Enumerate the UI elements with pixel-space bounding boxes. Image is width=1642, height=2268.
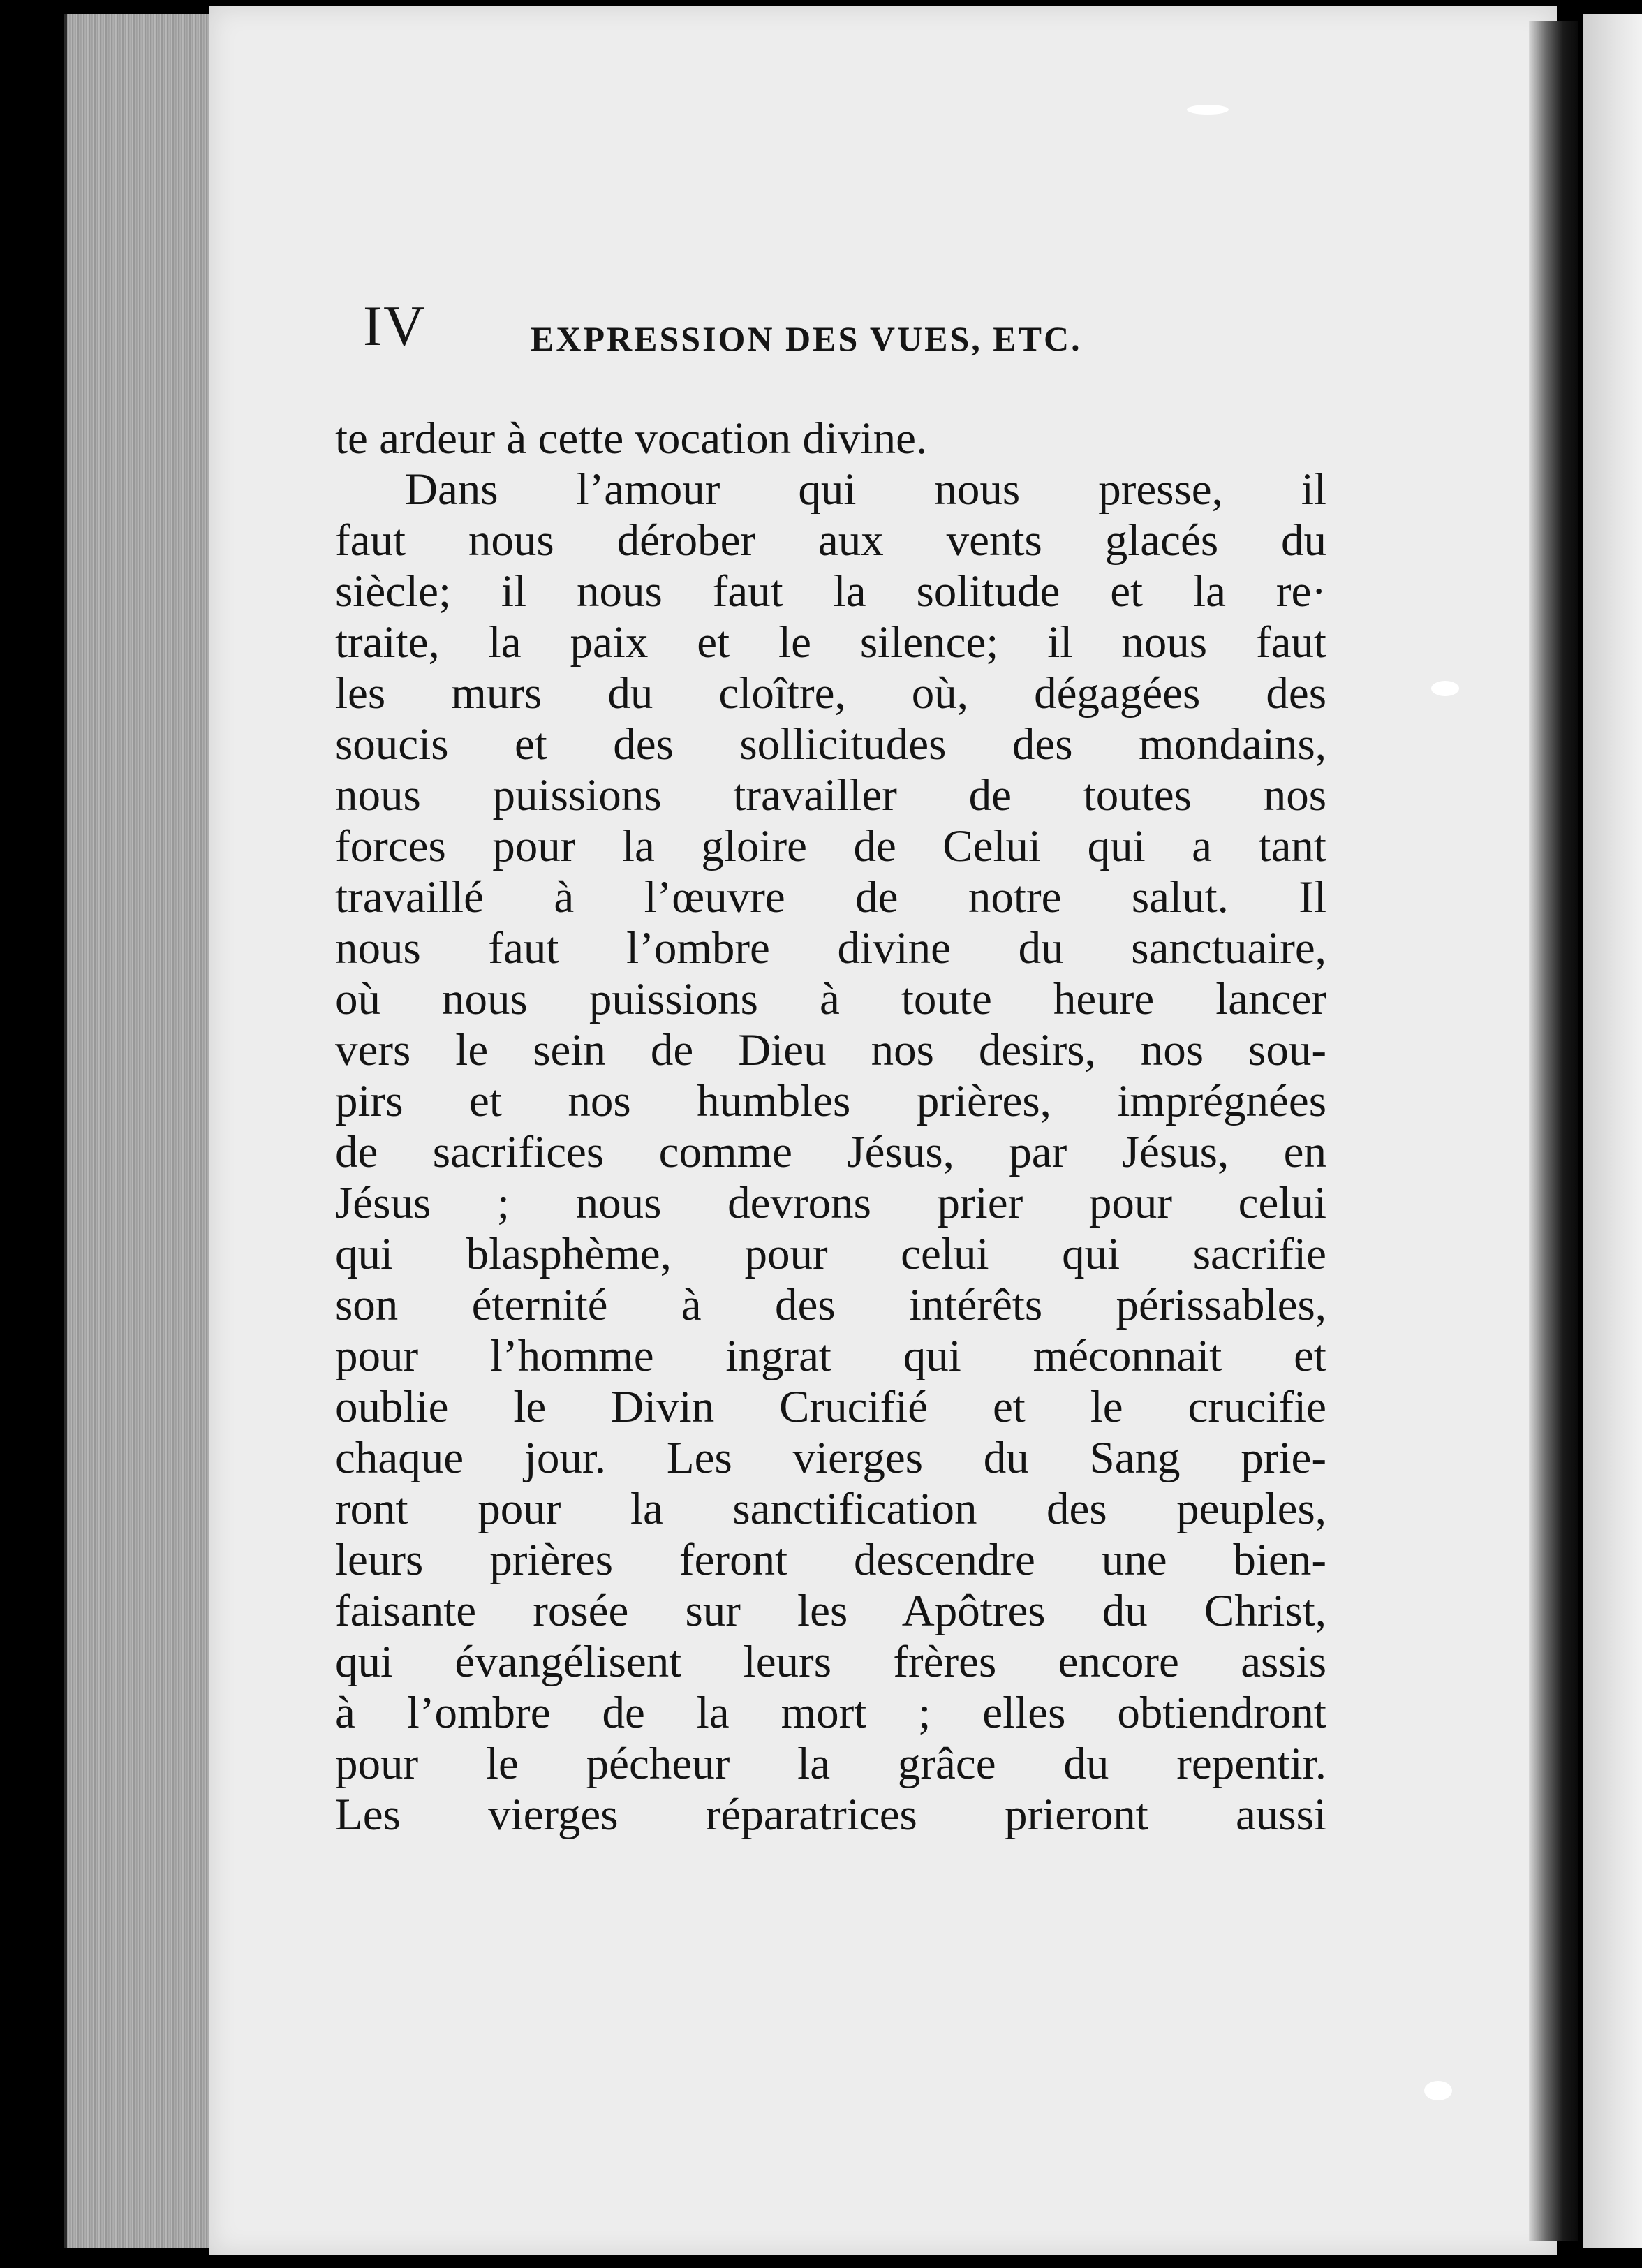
text-line: son éternité à des intérêts périssables, (335, 1280, 1326, 1330)
text-line: qui blasphème, pour celui qui sacrifie (335, 1229, 1326, 1279)
text-line: Dans l’amour qui nous presse, il (405, 464, 1326, 515)
text-line: siècle; il nous faut la solitude et la re· (335, 566, 1326, 617)
text-line: faut nous dérober aux vents glacés du (335, 515, 1326, 566)
book-gutter-shadow (1529, 21, 1578, 2241)
text-line: travaillé à l’œuvre de notre salut. Il (335, 872, 1326, 922)
running-head: EXPRESSION DES VUES, ETC. (531, 319, 1082, 358)
text-line: Les vierges réparatrices prieront aussi (335, 1790, 1326, 1840)
text-line: faisante rosée sur les Apôtres du Christ, (335, 1586, 1326, 1636)
text-line: soucis et des sollicitudes des mondains, (335, 719, 1326, 770)
text-line: te ardeur à cette vocation divine. (335, 413, 928, 464)
text-line: vers le sein de Dieu nos desirs, nos sou- (335, 1025, 1326, 1075)
body-text (335, 413, 1326, 1841)
text-line: pour le pécheur la grâce du repentir. (335, 1739, 1326, 1789)
text-line: ront pour la sanctification des peuples, (335, 1484, 1326, 1534)
paper-speck (1187, 105, 1229, 115)
text-line: nous puissions travailler de toutes nos (335, 770, 1326, 820)
text-line: nous faut l’ombre divine du sanctuaire, (335, 923, 1326, 973)
facing-page-edge (1583, 14, 1642, 2248)
text-line: chaque jour. Les vierges du Sang prie- (335, 1433, 1326, 1483)
page-header (363, 293, 1299, 370)
text-line: pirs et nos humbles prières, imprégnées (335, 1076, 1326, 1126)
paper-speck (1431, 681, 1459, 696)
text-line: qui évangélisent leurs frères encore assis (335, 1637, 1326, 1687)
paper-speck (1424, 2081, 1452, 2100)
text-line: Jésus ; nous devrons prier pour celui (335, 1178, 1326, 1228)
book-page-edges (64, 14, 228, 2248)
text-line: à l’ombre de la mort ; elles obtiendront (335, 1688, 1326, 1738)
text-line: où nous puissions à toute heure lancer (335, 974, 1326, 1024)
text-line: leurs prières feront descendre une bien- (335, 1535, 1326, 1585)
page-number: IV (363, 294, 427, 358)
text-line: les murs du cloître, où, dégagées des (335, 668, 1326, 719)
text-line: traite, la paix et le silence; il nous faut (335, 617, 1326, 668)
text-line: oublie le Divin Crucifié et le crucifie (335, 1382, 1326, 1432)
text-line: de sacrifices comme Jésus, par Jésus, en (335, 1127, 1326, 1177)
text-line: forces pour la gloire de Celui qui a tant (335, 821, 1326, 871)
text-line: pour l’homme ingrat qui méconnait et (335, 1331, 1326, 1381)
